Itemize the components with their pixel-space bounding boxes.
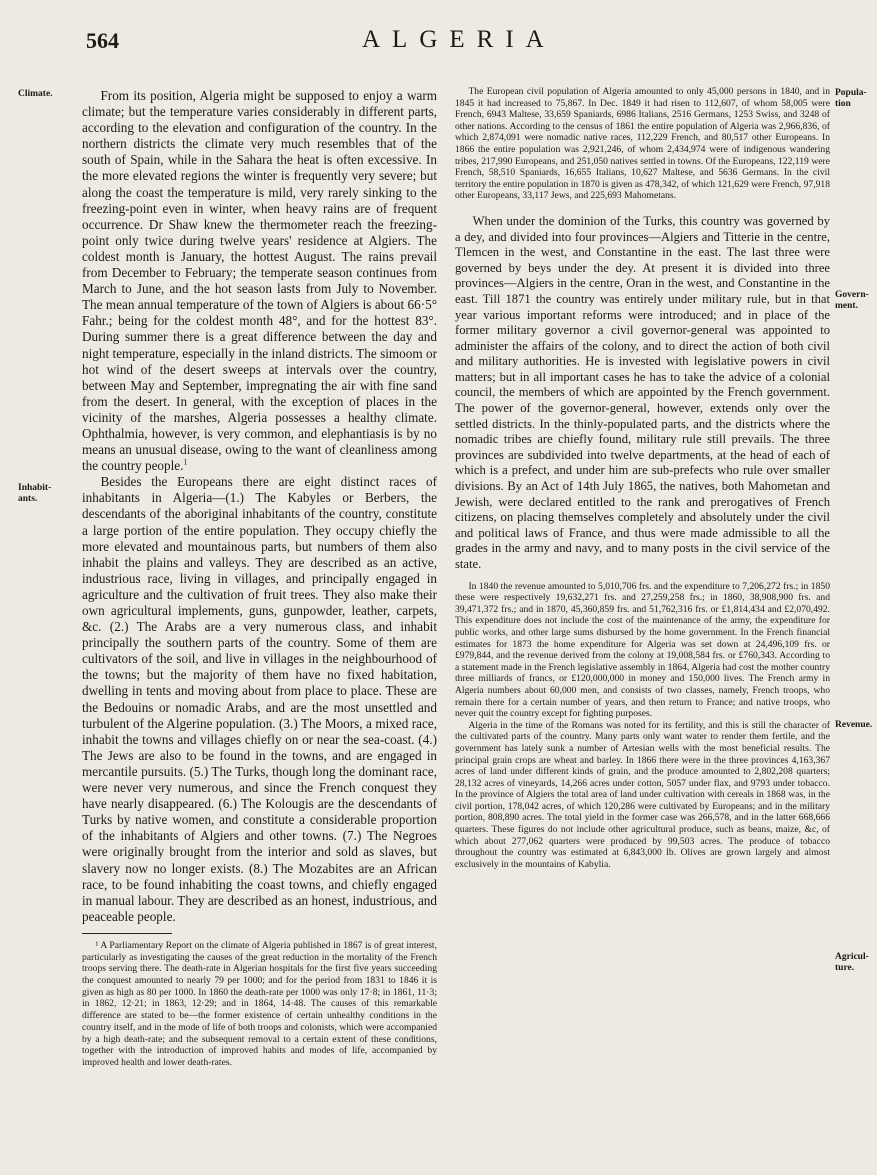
footnote-reference: 1 [183, 457, 188, 467]
climate-text: From its position, Algeria might be supposed to enjoy a warm climate; but the temperature varies considerably in different parts, according to the elevation and configuration of the country. In the northern districts the climate very much resembles that of the south of Spain, while in the Sahara the heat is often excessive. In the more elevated regions the winter is frequently very severe; but along the coast the temperature is mild, very rarely sinking to the freezing-point even in winter, when heavy rains are of frequent occurrence. Dr Shaw knew the thermometer reach the freezing-point only twice during twelve years' residence at Algiers. The coldest month is January, the hottest August. The rains prevail from December to February; the temperate season continues from March to June, and the hot season lasts from July to November. The mean annual temperature of the town of Algiers is about 66·5° Fahr.; being for the coldest month 48°, and for the hottest 83°. During summer there is a great difference between the day and night temperature, especially in the inland districts. The simoom or hot wind of the desert sweeps at intervals over the country, between May and September, impregnating the air with fine sand from the desert. In general, with the exception of places in the vicinity of the marshes, Algeria possesses a healthy climate. Ophthalmia, however, is very common, and elephantiasis is by no means an unusual disease, owing to the want of cleanliness among the country people. [82, 88, 437, 474]
margin-note-inhabitants: Inhabit-ants. [18, 483, 52, 504]
margin-note-government: Govern-ment. [835, 290, 869, 311]
footnote-rule [82, 933, 172, 934]
margin-note-climate: Climate. [18, 89, 53, 99]
climate-paragraph [82, 88, 437, 474]
margin-note-revenue: Revenue. [835, 720, 873, 730]
left-column [82, 88, 437, 1069]
government-paragraph: When under the dominion of the Turks, this country was governed by a dey, and divided into four provinces—Algiers and Titterie in the centre, Tlemcen in the west, and Constantine in the east. The last three were governed by beys under the dey. At present it is divided into three provinces—Algiers in the centre, Oran in the west, and Constantine in the east. Till 1871 the country was entirely under military rule, but in that year various important reforms were introduced; and in place of the former military governor a civil governor-general was appointed to administer the affairs of the colony, and to direct the action of both civil and military authorities. He is invested with legislative powers in civil matters; but in all important cases he has to take the advice of a colonial council, the members of which are appointed by the French government. The power of the governor-general, however, extends only over the settled districts. In the thinly-populated parts, and the districts where the nomadic tribes are chiefly found, military rule still prevails. The three provinces are subdivided into twelve departments, at the head of each of which is a prefect, and under him are sub-prefects who rule over smaller divisions. By an Act of 14th July 1865, the natives, both Mahometan and Jewish, were declared entitled to the rank and prerogatives of French citizens, on placing themselves completely and absolutely under the civil and political laws of France, and thus were made admissible to all the grades in the army and navy, and to many posts in the civil service of the state. [455, 213, 830, 571]
page-number: 564 [86, 28, 119, 53]
agriculture-paragraph: Algeria in the time of the Romans was noted for its fertility, and this is still the character of the cultivated parts of the country. Many parts only want water to render them fertile, and the government has lately sunk a number of Artesian wells with the most beneficial results. The principal grain crops are wheat and barley. In 1866 there were in the three provinces 4,163,367 acres of land under different kinds of grain, and the produce amounted to 2,802,208 quarters; 28,132 acres of vineyards, 14,266 acres under cotton, 5057 under flax, and 9793 under tobacco. In the province of Algiers the total area of land under cultivation with cereals in 1868 was, in the civil portion, 178,042 acres, of which 120,286 were cultivated by Europeans; and in the military portion, 808,890 acres. The total yield in the former case was 266,578, and in the latter 668,666 quarters. These figures do not include other agricultural produce, such as beans, maize, &c, of which about 277,062 quarters were produced by 99,503 acres. The produce of tobacco throughout the country was estimated at 6,843,000 lb. Olives are grown largely and almost exclusively in the mountains of Kabylia. [455, 719, 830, 870]
running-head: ALGERIA [362, 26, 556, 53]
inhabitants-paragraph: Besides the Europeans there are eight distinct races of inhabitants in Algeria—(1.) The Kabyles or Berbers, the descendants of the aboriginal inhabitants of the country, constitute a large portion of the entire population. They occupy chiefly the more elevated and mountainous parts, but numbers of them also inhabit the plains and valleys. They are described as an active, industrious race, living in villages, and principally engaged in agriculture and the cultivation of fruit trees. They also make their own agricultural implements, guns, gunpowder, leather, carpets, &c. (2.) The Arabs are a very numerous class, and inhabit principally the southern parts of the country. Some of them are cultivators of the soil, and live in villages in the neighbourhood of the towns; but the majority of them have no fixed habitation, dwelling in tents and moving about from place to place. These are the Bedouins or nomadic Arabs, and are the most unsettled and turbulent of the Algerine population. (3.) The Moors, a mixed race, inhabit the towns and villages chiefly on or near the sea-coast. (4.) The Jews are also to be found in the towns, and are engaged in mercantile pursuits. (5.) The Turks, though long the dominant race, were never very numerous, and since the French conquest they have nearly disappeared. (6.) The Kolougis are the descendants of Turks by native women, and constitute a considerable proportion of the inhabitants of Algiers and other towns. (7.) The Negroes were originally brought from the interior and sold as slaves, but slavery now no longer exists. (8.) The Mozabites are an African race, to be found inhabiting the coast towns, and chiefly engaged in manual labour. They are described as an honest, industrious, and peaceable people. [82, 474, 437, 924]
revenue-paragraph: In 1840 the revenue amounted to 5,010,706 frs. and the expenditure to 7,206,272 frs.; in 1850 these were respectively 19,632,271 frs. and 27,259,258 frs.; in 1860, 38,908,900 frs. and 39,471,372 frs.; and in 1870, 45,360,859 frs. and 51,762,316 frs. or £1,814,434 and £2,070,492. This expenditure does not include the cost of the maintenance of the army, the expenditure for public works, and other large sums disbursed by the home government. In the French financial estimates for 1873 the home expenditure for Algeria was set down at 24,496,109 frs. or £979,844, and the revenue derived from the colony at 19,008,584 frs. or £760,343. According to a statement made in the French legislative assembly in 1864, Algeria had cost the mother country three milliards of francs, or £120,000,000 in money and 150,000 lives. The French army in Algeria numbers about 60,000 men, and consists of two classes, namely, French troops, who remain there for a certain number of years, and then return to France; and native troops, who never quit the country except for fighting purposes. [455, 580, 830, 720]
margin-note-agriculture: Agricul-ture. [835, 952, 869, 973]
margin-note-population: Popula-tion [835, 88, 867, 109]
paragraph-gap [455, 202, 830, 214]
right-column [455, 86, 830, 870]
paragraph-gap [455, 573, 830, 581]
population-paragraph: The European civil population of Algeria amounted to only 45,000 persons in 1840, and in 1845 it had increased to 75,867. In Dec. 1849 it had risen to 112,607, of whom 58,005 were French, 6943 Maltese, 33,659 Spaniards, 6986 Italians, 2516 Germans, 1253 Swiss, and 3248 of other nations. According to the census of 1861 the entire population of Algeria was 2,966,836, of which 2,874,091 were nomadic native races, 112,229 French, and 80,517 other Europeans. In 1866 the entire population was 2,921,246, of whom 2,434,974 were of indigenous wandering tribes, 217,990 Europeans, and 251,050 natives settled in towns. Of the Europeans, 122,119 were French, 58,510 Spaniards, 16,655 Italians, 10,627 Maltese, and 5636 Germans. In the civil territory the entire population in 1870 is given as 478,342, of which 121,629 were French, 97,918 other Europeans, 33,117 Jews, and 225,693 Mahometans. [455, 86, 830, 202]
footnote: ¹ A Parliamentary Report on the climate of Algeria published in 1867 is of great interest, particularly as investigating the causes of the great reduction in the mortality of the French troops serving there. The death-rate in Algerian hospitals for the first five years succeeding the conquest amounted to nearly 79 per 1000; and for the period from 1831 to 1846 it is given as high as 80 per 1000. In 1860 the death-rate per 1000 was only 17·8; in 1861, 11·3; in 1862, 12·21; in 1863, 12·29; and in 1864, 14·48. The causes of this remarkable difference are stated to be—the former existence of certain unhealthy conditions in the country itself, and in the mode of life of both troops and colonists, which were accompanied by a high death-rate; and the subsequent removal to a certain extent of these conditions, together with the introduction of improved habits and modes of life, accompanied by improved health and lower death-rates. [82, 939, 437, 1068]
